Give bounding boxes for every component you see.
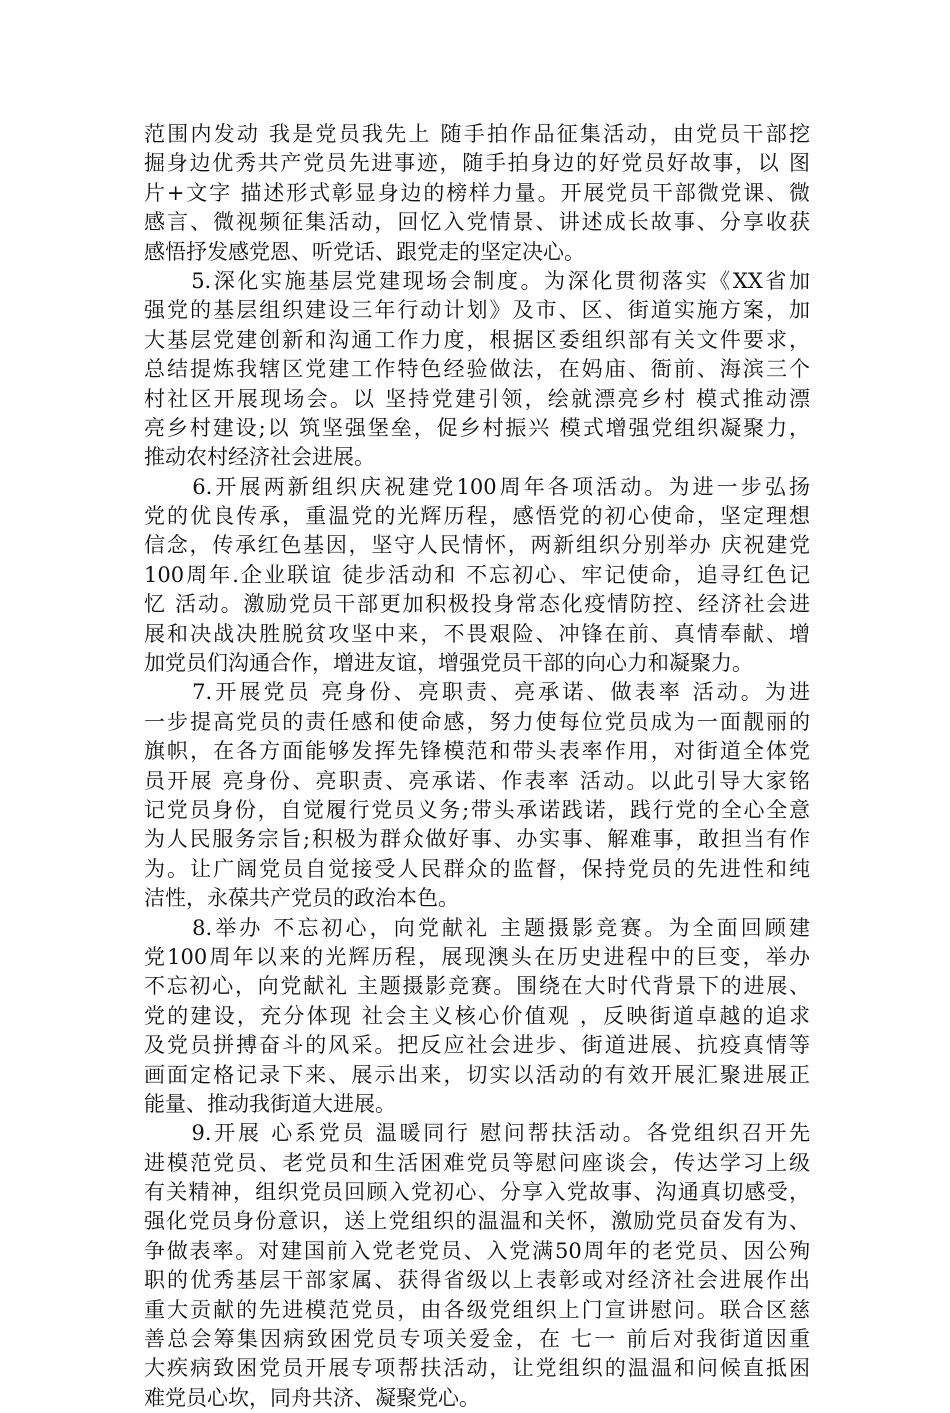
text-line: 掘身边优秀共产党员先进事迹，随手拍身边的好党员好故事，以 图 — [144, 151, 810, 176]
text-line: 5.深化实施基层党建现场会制度。为深化贯彻落实《XX省加 — [144, 268, 810, 293]
text-line: 记党员身份，自觉履行党员义务;带头承诺践诺，践行党的全心全意 — [144, 797, 810, 822]
text-line: 一步提高党员的责任感和使命感，努力使每位党员成为一面靓丽的 — [144, 709, 810, 734]
text-line: 党100周年以来的光辉历程，展现澳头在历史进程中的巨变，举办 — [144, 944, 810, 969]
text-line: 重大贡献的先进模范党员，由各级党组织上门宣讲慰问。联合区慈 — [144, 1297, 810, 1322]
text-line: 8.举办 不忘初心，向党献礼 主题摄影竞赛。为全面回顾建 — [144, 915, 810, 940]
text-line: 党的优良传承，重温党的光辉历程，感悟党的初心使命，坚定理想 — [144, 504, 810, 529]
text-line: 大基层党建创新和沟通工作力度，根据区委组织部有关文件要求， — [144, 327, 810, 352]
document-body — [144, 120, 810, 1413]
text-line: 为人民服务宗旨;积极为群众做好事、办实事、解难事，敢担当有作 — [144, 827, 810, 852]
text-line: 感言、微视频征集活动，回忆入党情景、讲述成长故事、分享收获 — [144, 210, 810, 235]
text-line: 忆 活动。激励党员干部更加积极投身常态化疫情防控、经济社会进 — [144, 592, 810, 617]
text-line: 员开展 亮身份、亮职责、亮承诺、作表率 活动。以此引导大家铭 — [144, 768, 810, 793]
text-line: 旗帜，在各方面能够发挥先锋模范和带头表率作用，对街道全体党 — [144, 739, 810, 764]
text-line: 村社区开展现场会。以 坚持党建引领，绘就漂亮乡村 模式推动漂 — [144, 386, 810, 411]
text-line: 亮乡村建设;以 筑坚强堡垒，促乡村振兴 模式增强党组织凝聚力， — [144, 415, 810, 440]
text-line: 洁性，永葆共产党员的政治本色。 — [144, 886, 459, 911]
text-line: 有关精神，组织党员回顾入党初心、分享入党故事、沟通真切感受， — [144, 1180, 810, 1205]
text-line: 为。让广阔党员自觉接受人民群众的监督，保持党员的先进性和纯 — [144, 856, 810, 881]
text-line: 展和决战决胜脱贫攻坚中来，不畏艰险、冲锋在前、真情奉献、增 — [144, 621, 810, 646]
text-line: 难党员心坎，同舟共济、凝聚党心。 — [144, 1385, 480, 1410]
text-line: 争做表率。对建国前入党老党员、入党满50周年的老党员、因公殉 — [144, 1238, 810, 1263]
text-line: 进模范党员、老党员和生活困难党员等慰问座谈会，传达学习上级 — [144, 1150, 810, 1175]
text-line: 范围内发动 我是党员我先上 随手拍作品征集活动，由党员干部挖 — [144, 122, 810, 146]
text-line: 总结提炼我辖区党建工作特色经验做法，在妈庙、衙前、海滨三个 — [144, 357, 810, 382]
text-line: 100周年.企业联谊 徒步活动和 不忘初心、牢记使命，追寻红色记 — [144, 562, 810, 587]
text-line: 9.开展 心系党员 温暖同行 慰问帮扶活动。各党组织召开先 — [144, 1121, 810, 1146]
text-line: 强党的基层组织建设三年行动计划》及市、区、街道实施方案，加 — [144, 298, 810, 323]
text-line: 大疾病致困党员开展专项帮扶活动，让党组织的温温和问候直抵困 — [144, 1356, 810, 1381]
text-line: 职的优秀基层干部家属、获得省级以上表彰或对经济社会进展作出 — [144, 1268, 810, 1293]
text-line: 能量、推动我街道大进展。 — [144, 1091, 396, 1116]
text-line: 及党员拼搏奋斗的风采。把反应社会进步、街道进展、抗疫真情等 — [144, 1033, 810, 1058]
text-line: 信念，传承红色基因，坚守人民情怀，两新组织分别举办 庆祝建党 — [144, 533, 810, 558]
text-line: 画面定格记录下来、展示出来，切实以活动的有效开展汇聚进展正 — [144, 1062, 810, 1087]
text-line: 党的建设，充分体现 社会主义核心价值观 ，反映街道卓越的追求 — [144, 1003, 810, 1028]
text-line: 7.开展党员 亮身份、亮职责、亮承诺、做表率 活动。为进 — [144, 680, 810, 705]
text-line: 感悟抒发感党恩、听党话、跟党走的坚定决心。 — [144, 239, 585, 264]
text-line: 片+文字 描述形式彰显身边的榜样力量。开展党员干部微党课、微 — [144, 180, 810, 205]
text-line: 强化党员身份意识，送上党组织的温温和关怀，激励党员奋发有为、 — [144, 1209, 810, 1234]
text-line: 不忘初心，向党献礼 主题摄影竞赛。围绕在大时代背景下的进展、 — [144, 974, 810, 999]
text-line: 善总会筹集因病致困党员专项关爱金，在 七一 前后对我街道因重 — [144, 1327, 810, 1352]
text-line: 6.开展两新组织庆祝建党100周年各项活动。为进一步弘扬 — [144, 474, 810, 499]
text-line: 推动农村经济社会进展。 — [144, 445, 375, 470]
text-line: 加党员们沟通合作，增进友谊，增强党员干部的向心力和凝聚力。 — [144, 651, 753, 676]
